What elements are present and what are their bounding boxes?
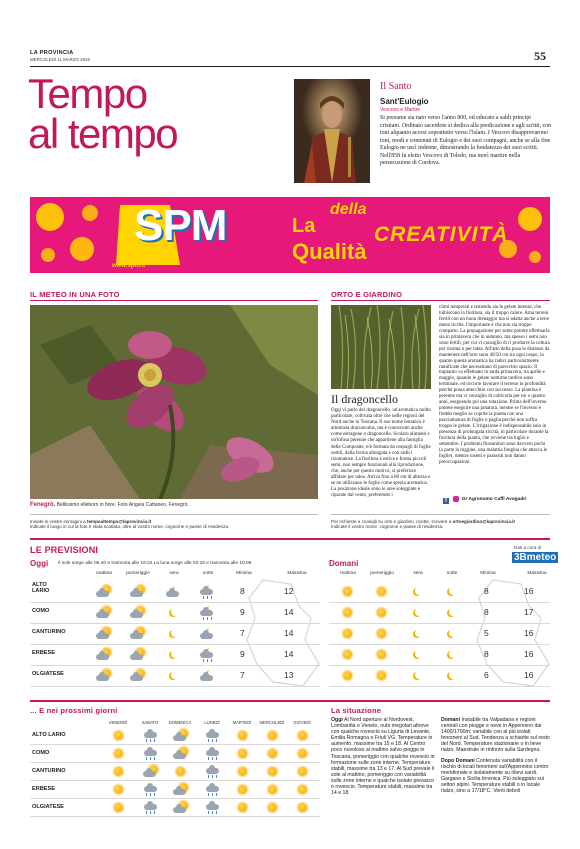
garden-submit-line2: Indicate il vostro nome, cognome e paese di residenza. <box>331 524 444 530</box>
row-divider <box>329 665 550 666</box>
rain-cloud-icon <box>198 746 228 761</box>
province-map-today <box>233 578 325 690</box>
min-temp: 8 <box>240 586 245 596</box>
facebook-icon[interactable]: f <box>443 498 449 504</box>
night-cloudy-icon <box>193 626 223 641</box>
photo-caption-text: Bellissimo elleboro in fiore. Foto Angela Cattaneo, Fenegrò. <box>56 502 189 508</box>
tomorrow-label: Domani <box>329 559 359 568</box>
period-header: notte <box>446 571 458 576</box>
photo-caption <box>30 502 318 508</box>
location-label: ERBESE <box>32 650 56 656</box>
sun-icon <box>228 782 258 797</box>
photo-caption-place: Fenegrò. <box>30 502 56 508</box>
period-header: mattina <box>340 571 356 576</box>
newspaper-name: LA PROVINCIA <box>30 50 74 56</box>
garden-footer-rule <box>331 514 550 515</box>
garden-col2: climi temperati e temendo sia le gelate intense, che inibiscono la fioritura, sia il troppo calore. Ama terreni fertili con un buon drenaggio ma si adatta anche a terre meno ricche. l'importante è che non sia troppo compatto. La propagazione per seme potrete effettuarla sia in primavera che in autunno, ma spesso i semi non sono fertili, per cui vi consiglio di ri produrre la coltura per rizoma o per talea. All'atto della posa le distanze da mantenere nell'orto sono 40/50 cm tra ogni cespo, in quanto questa aromatica ha radici particolarmente ramificate che necessitano di parecchio spazio. Il trapianto va effettuato in tarda primavera, tra aprile e maggio, quando le gelate notturne tardive sono terminate, ed occorre lavorare il terreno in profondità perché possa attecchire con successo. La piantina è perenne ma vi consiglio di coltivarla per tre o quattro anni, eseguendo poi una rotazione. Prima dell'inverno potrete eseguire una potatura, mentre se l'inverno è freddo meglio se coprite la pianta con una pacciamatura di foglie o paglia perché non soffra troppo le gelate. L'irrigazione è indispensabile solo in presenza di prolungata siccità, in particolare durante la fioritura della pianta, che avviene tra luglio e settembre. I problemi fitosanitari sono davvero pochi (a parte la ruggine, una malattia fungina che attacca le foglie), mentre insetti e parassiti non danno preoccupazioni. <box>439 305 550 465</box>
location-label: OLGIATESE <box>32 804 64 810</box>
partly-cloudy-icon <box>123 647 153 662</box>
photo-submit-info <box>30 519 318 530</box>
moon-icon <box>403 626 433 641</box>
row-divider <box>30 798 320 799</box>
rain-cloud-icon <box>136 728 166 743</box>
saint-text: Si presume sia nato verso l'anno 800, ed educato a saldi principi cristiani. Ordinato sacerdote si dedica alla predicazione e agli scritti, con toni alquanto accesi soprattutto verso l'Islam. I Vescovi disapprovarono toni, modi e contenuti di Eulogio e dei suoi compagni, anche se alla fine Eulogio ne uscì indenne, dimostrando la fondatezza dei suoi scritti. Nell'858 fu eletto Vescovo di Toledo, ma morì martire nella persecuzione di Cordova. <box>380 115 552 166</box>
night-rain-icon <box>193 584 223 599</box>
sun-icon <box>333 605 363 620</box>
night-rain-icon <box>193 605 223 620</box>
sun-icon <box>166 764 196 779</box>
saint-name: Sant'Eulogio <box>380 97 429 106</box>
row-divider <box>30 644 320 645</box>
next-days-rule <box>30 700 550 702</box>
max-temp: 16 <box>524 586 534 596</box>
day-header: DOMENICA <box>168 720 192 725</box>
partly-cloudy-icon <box>166 728 196 743</box>
max-temp: 14 <box>284 628 294 638</box>
ad-text-qualita: Qualità <box>292 239 367 264</box>
page-title-line1: Tempo <box>28 70 147 117</box>
night-cloudy-icon <box>159 584 189 599</box>
page-title-line2: al tempo <box>28 110 178 157</box>
garden-submit-info <box>331 519 550 530</box>
situation-tomorrow-text: Instabile tra Valpadana e regioni centrali con piogge e neve in Appennino dai 1400/1700m; variabile con al più isolati fenomeni al Sud. Tendenza a schiarite sul resto del Nord. Temperature stazionarie o in lieve rialzo. Maestrale in rinforzo sulla Sardegna. <box>441 717 550 754</box>
sun-moon-times: Il sole sorge alle 06:40 e tramonta alle 18:22 La luna sorge alle 02:19 e tramonta alle 10:08 <box>58 561 252 566</box>
sun-icon <box>288 764 318 779</box>
social-icons[interactable] <box>443 496 459 504</box>
partly-cloudy-icon <box>89 668 119 683</box>
issue-date: MERCOLEDÌ 11 MARZO 2026 <box>30 57 90 62</box>
rain-cloud-icon <box>198 800 228 815</box>
sun-icon <box>288 746 318 761</box>
row-divider <box>30 816 320 817</box>
partly-cloudy-icon <box>136 764 166 779</box>
sun-icon <box>258 800 288 815</box>
sun-icon <box>288 800 318 815</box>
ad-brand-spm: SPM <box>134 201 227 250</box>
min-temp: 7 <box>240 670 245 680</box>
night-rain-icon <box>193 647 223 662</box>
sun-icon <box>367 605 397 620</box>
location-label: ALTO LARIO <box>32 582 50 595</box>
min-temp: 6 <box>484 670 489 680</box>
day-header: GIOVEDÌ <box>293 720 311 725</box>
sun-icon <box>258 728 288 743</box>
today-label: Oggi <box>30 559 49 568</box>
sun-icon <box>333 647 363 662</box>
row-divider <box>30 762 320 763</box>
sun-icon <box>333 584 363 599</box>
situation-title: La situazione <box>331 706 382 715</box>
day-header: MERCOLEDÌ <box>259 720 285 725</box>
moon-icon <box>403 647 433 662</box>
sun-icon <box>288 782 318 797</box>
saint-role: Vescovo e Martire <box>380 107 421 113</box>
sun-icon <box>258 746 288 761</box>
photo-section-title: IL METEO IN UNA FOTO <box>30 290 120 299</box>
moon-icon <box>403 584 433 599</box>
day-header: MARTEDÌ <box>232 720 252 725</box>
page-number: 55 <box>534 49 546 63</box>
moon-icon <box>437 647 467 662</box>
moon-icon <box>437 668 467 683</box>
sun-icon <box>258 764 288 779</box>
moon-icon <box>437 584 467 599</box>
moon-icon <box>437 626 467 641</box>
partly-cloudy-icon <box>123 626 153 641</box>
min-header: Minima <box>236 571 252 576</box>
period-header: pomeriggio <box>370 571 394 576</box>
sun-icon <box>104 782 134 797</box>
partly-cloudy-icon <box>89 626 119 641</box>
rain-cloud-icon <box>198 782 228 797</box>
next-days-title: ... E nei prossimi giorni <box>30 706 118 715</box>
meteo-credit-label: Dati a cura di <box>514 545 542 550</box>
saint-kicker: Il Santo <box>380 81 412 92</box>
moon-icon <box>159 647 189 662</box>
rain-cloud-icon <box>136 782 166 797</box>
photo-submit-email[interactable]: tempoaltempo@laprovincia.it <box>86 519 152 524</box>
min-temp: 8 <box>484 586 489 596</box>
location-label: OLGIATESE <box>32 671 64 677</box>
row-divider <box>30 602 320 603</box>
partly-cloudy-icon <box>166 746 196 761</box>
garden-submit-line1: Per richieste e consigli su orto e giardino, ricette, scrivere a <box>331 519 453 524</box>
situation-today-lead: Oggi <box>331 717 343 723</box>
meteo-brand-logo: 3Bmeteo <box>514 552 557 563</box>
province-map-tomorrow <box>463 578 555 690</box>
row-divider <box>30 665 320 666</box>
partly-cloudy-icon <box>89 647 119 662</box>
moon-icon <box>159 626 189 641</box>
sun-icon <box>228 800 258 815</box>
sun-icon <box>367 668 397 683</box>
garden-submit-email[interactable]: ortoegiardino@laprovincia.it <box>452 519 515 524</box>
max-temp: 17 <box>524 607 534 617</box>
photo-submit-line2: indicate il luogo in cui la foto è stata scattata, oltre al vostro nome, cognome e paese di residenza. <box>30 524 230 530</box>
location-label: CANTURINO <box>32 768 66 774</box>
ad-text-della: della <box>330 201 367 218</box>
situation-col1 <box>331 717 436 796</box>
night-cloudy-icon <box>193 668 223 683</box>
partly-cloudy-icon <box>123 605 153 620</box>
location-label: COMO <box>32 750 50 756</box>
day-header: VENERDÌ <box>108 720 128 725</box>
row-divider <box>30 744 320 745</box>
rain-cloud-icon <box>198 764 228 779</box>
row-divider <box>30 686 320 687</box>
ad-url[interactable]: www.spm.it <box>112 263 146 269</box>
day-header: SABATO <box>141 720 159 725</box>
max-header: Massima <box>527 571 547 576</box>
max-temp: 13 <box>284 670 294 680</box>
situation-after-lead: Dopo Domani <box>441 757 475 764</box>
min-temp: 5 <box>484 628 489 638</box>
row-divider <box>30 780 320 781</box>
ad-banner[interactable] <box>30 197 550 273</box>
rain-cloud-icon <box>136 800 166 815</box>
sun-icon <box>228 746 258 761</box>
photo-caption-rule <box>30 514 318 515</box>
sun-icon <box>258 782 288 797</box>
instagram-icon[interactable] <box>453 496 459 502</box>
partly-cloudy-icon <box>123 668 153 683</box>
partly-cloudy-icon <box>166 800 196 815</box>
garden-article-title: Il dragoncello <box>331 392 398 406</box>
sun-icon <box>104 728 134 743</box>
sun-icon <box>367 626 397 641</box>
moon-icon <box>437 605 467 620</box>
situation-after-text: Contenuta variabilità con il rischio di locali fenomeni sull'Appennino centro meridionale e isolatamente su rilievi sardi. Gargano e Sicilia tirrenica. Più soleggiato sui settori alpini. Temperature stabili o in locale rialzo, sino a 17/18°C. Venti deboli <box>441 757 549 795</box>
location-label: COMO <box>32 608 50 614</box>
row-divider <box>329 686 550 687</box>
moon-icon <box>159 605 189 620</box>
partly-cloudy-icon <box>89 584 119 599</box>
max-temp: 14 <box>284 649 294 659</box>
hellebore-photo <box>30 305 318 499</box>
garden-section-title: ORTO E GIARDINO <box>331 290 403 299</box>
sun-icon <box>104 746 134 761</box>
row-divider <box>329 623 550 624</box>
saint-portrait <box>294 79 370 183</box>
sun-icon <box>333 626 363 641</box>
max-temp: 16 <box>524 670 534 680</box>
moon-icon <box>159 668 189 683</box>
max-temp: 16 <box>524 628 534 638</box>
period-header: mattina <box>96 571 112 576</box>
situation-tomorrow-lead: Domani <box>441 717 461 723</box>
forecast-title: LE PREVISIONI <box>30 545 99 555</box>
tarragon-photo <box>331 305 431 389</box>
max-temp: 14 <box>284 607 294 617</box>
location-label: ERBESE <box>32 786 56 792</box>
rain-cloud-icon <box>198 728 228 743</box>
partly-cloudy-icon <box>89 605 119 620</box>
situation-col2 <box>441 717 551 794</box>
header-rule <box>30 66 550 67</box>
sun-icon <box>228 764 258 779</box>
period-header: pomeriggio <box>126 571 150 576</box>
period-header: sera <box>169 571 179 576</box>
photo-section-rule <box>30 300 318 301</box>
partly-cloudy-icon <box>166 782 196 797</box>
row-divider <box>329 644 550 645</box>
sun-icon <box>333 668 363 683</box>
sun-icon <box>367 647 397 662</box>
min-header: Minima <box>480 571 496 576</box>
rain-cloud-icon <box>136 746 166 761</box>
partly-cloudy-icon <box>123 584 153 599</box>
ad-text-creativita: CREATIVITÀ <box>374 223 509 246</box>
max-temp: 16 <box>524 649 534 659</box>
min-temp: 7 <box>240 628 245 638</box>
sun-icon <box>288 728 318 743</box>
row-divider <box>30 623 320 624</box>
situation-today-text: Al Nord aperture al Nordovest, Lombardia e Veneto, nubi irregolari altrove con qualche rovescio su Liguria di Levante, Emilia Romagna e Friuli VG. Temperature in aumento, massime tra 15 e 18. Al Centro poco nuvoloso al mattino salvo piogge in Toscana, pomeriggio con qualche rovescio in formazione sulle zone interne. Temperature stabili, massime tra 13 e 17. Al Sud prevale il sole al mattino, pomeriggio con variabilità sulle zone interne e qualche isolato piovasco o rovescio. Temperature stabili, massime tra 14 e 18. <box>331 717 435 797</box>
garden-section-rule <box>331 300 550 301</box>
max-temp: 12 <box>284 586 294 596</box>
location-label: CANTURINO <box>32 629 66 635</box>
sun-icon <box>367 584 397 599</box>
max-header: Massima <box>287 571 307 576</box>
ad-text-la: La <box>292 215 316 237</box>
min-temp: 9 <box>240 649 245 659</box>
period-header: notte <box>202 571 214 576</box>
garden-col1: Oggi vi parlo del dragoncello, un'aromatica molto particolare, coltivata oltre che nelle regioni del Nord anche in Toscana. Il suo nome botanico è artemisia dracunculus, ma è conosciuto anche come estragone o dragoncello. Scolaro alimenti e un'infusa perenne che appartiene alla famiglia delle Composite, e/è formata da cespugli di foglie sottili, dalla forma allungata e con radici rizomatose. La fioritura è estiva e forma piccoli semi, non sempre funzionali alla riproduzione, che, anche per questo motivo, si preferisce affidare per talea. Arriva fino a 80 cm di altezza e se ne utilizzano le foglie come spezia aromatica. La posizione ideale sono le aree soleggiate e riparate dal vento, preferendo i <box>331 408 431 499</box>
period-header: sera <box>413 571 423 576</box>
forecast-top-rule <box>30 538 550 540</box>
moon-icon <box>403 605 433 620</box>
sun-icon <box>104 764 134 779</box>
moon-icon <box>403 668 433 683</box>
day-header: LUNEDÌ <box>204 720 220 725</box>
sun-icon <box>228 728 258 743</box>
garden-author: Dr Agronomo Caffi Avogadri <box>462 497 527 502</box>
min-temp: 9 <box>240 607 245 617</box>
photo-submit-line1: Inviate le vostre immagini a <box>30 519 87 524</box>
location-label: ALTO LARIO <box>32 732 66 738</box>
sun-icon <box>104 800 134 815</box>
min-temp: 8 <box>484 607 489 617</box>
row-divider <box>329 602 550 603</box>
min-temp: 8 <box>484 649 489 659</box>
